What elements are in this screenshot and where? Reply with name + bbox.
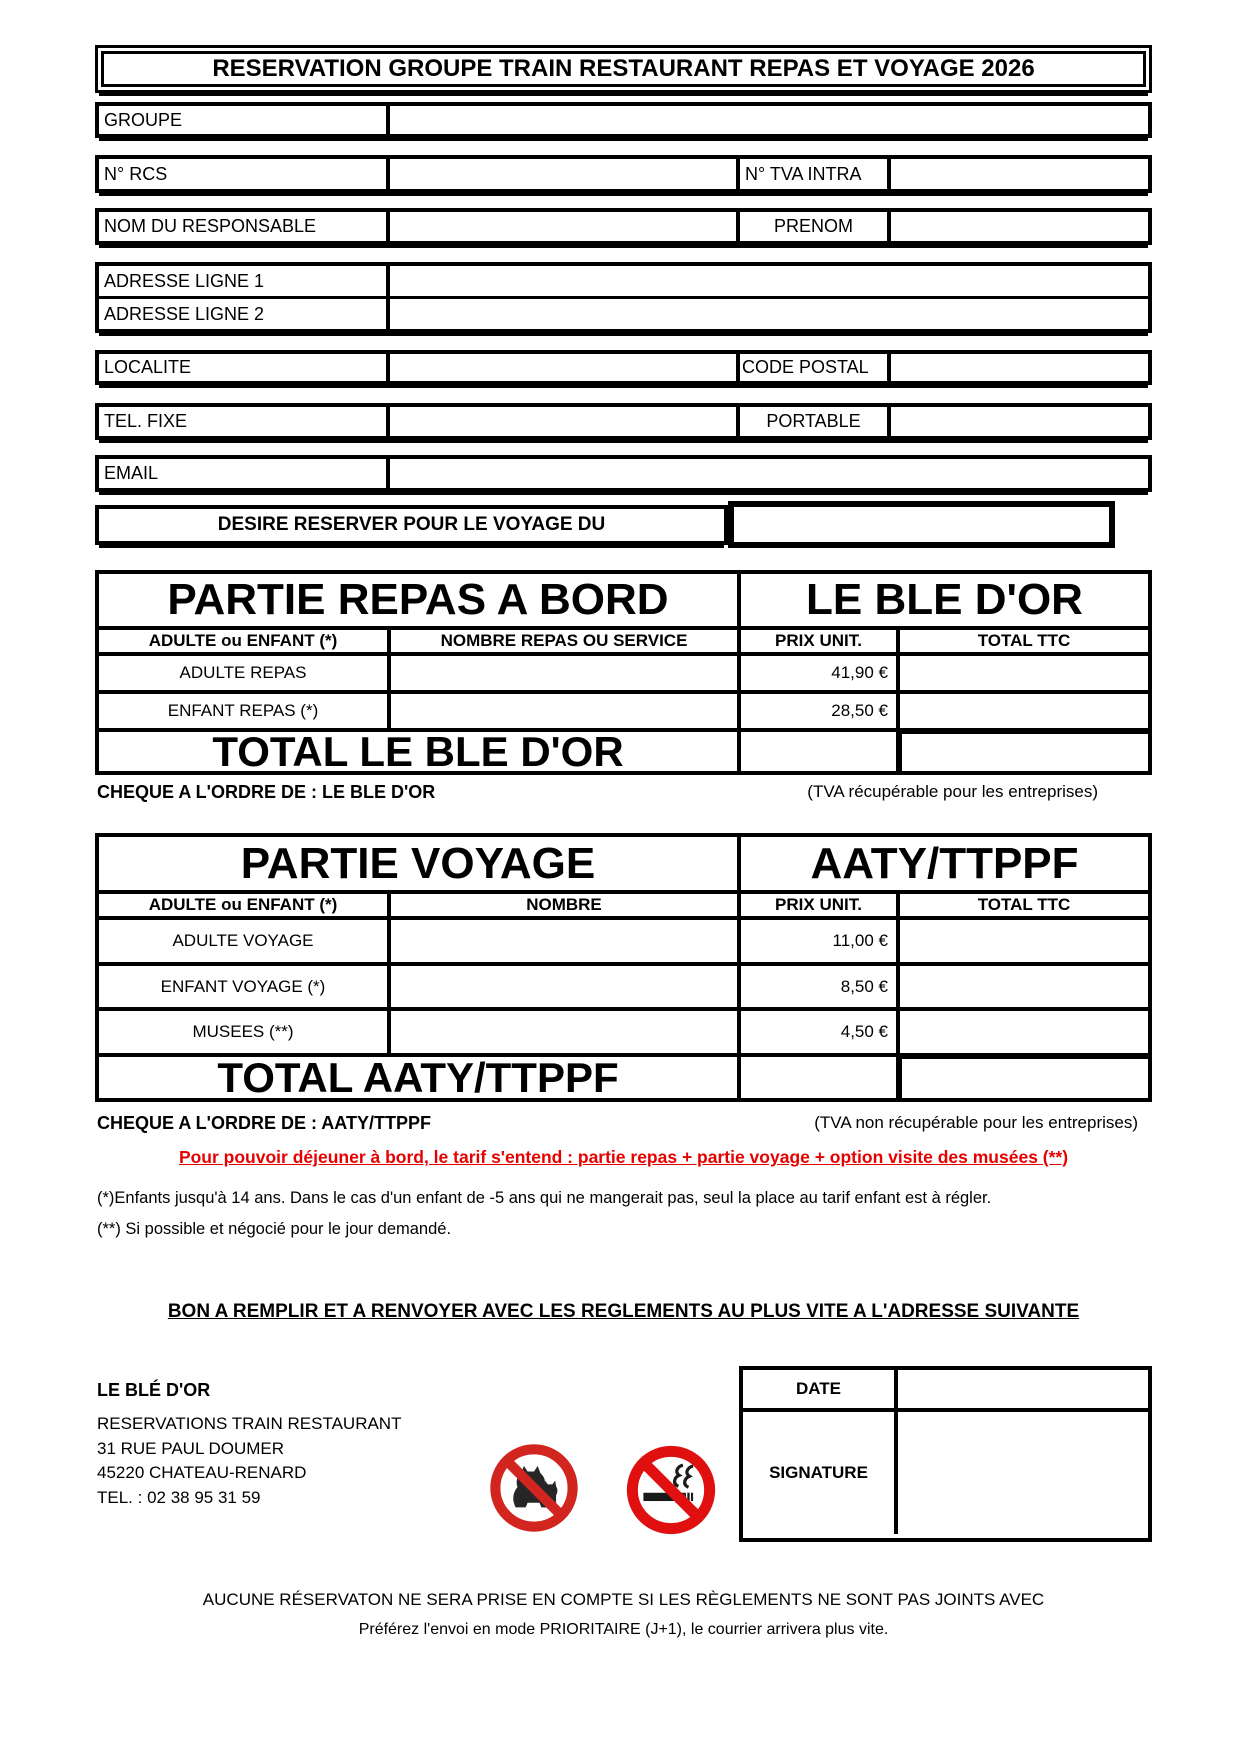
repas-total-label: TOTAL LE BLE D'OR (99, 728, 737, 771)
voyage-header-type: ADULTE ou ENFANT (*) (99, 890, 387, 916)
adulte-repas-total-input[interactable] (896, 652, 1148, 690)
adulte-repas-prix: 41,90 € (737, 652, 896, 690)
nom-input[interactable] (390, 212, 736, 241)
email-label: EMAIL (99, 459, 390, 488)
adresse1-label: ADRESSE LIGNE 1 (99, 266, 390, 296)
repas-header-total: TOTAL TTC (896, 626, 1148, 652)
footnote-musees: (**) Si possible et négocié pour le jour demandé. (97, 1220, 452, 1238)
voyage-tva-note: (TVA non récupérable pour les entreprises) (814, 1113, 1138, 1132)
send-instruction: BON A REMPLIR ET A RENVOYER AVEC LES REGLEMENTS AU PLUS VITE A L'ADRESSE SUIVANTE (167, 1301, 1080, 1322)
voyage-header-prix: PRIX UNIT. (737, 890, 896, 916)
email-input[interactable] (390, 459, 1148, 488)
enfant-repas-nombre-input[interactable] (387, 690, 737, 728)
title-box (95, 45, 1152, 93)
code-postal-label: CODE POSTAL (736, 354, 891, 381)
date-input[interactable] (894, 1370, 1148, 1408)
bottom-section (95, 1366, 1152, 1546)
tva-intra-input[interactable] (891, 159, 1148, 189)
musees-prix: 4,50 € (737, 1007, 896, 1053)
localite-label: LOCALITE (99, 354, 390, 381)
enfant-voyage-prix: 8,50 € (737, 962, 896, 1007)
tva-intra-label: N° TVA INTRA (736, 159, 891, 189)
portable-input[interactable] (891, 407, 1148, 436)
rcs-label: N° RCS (99, 159, 390, 189)
localite-input[interactable] (390, 354, 736, 381)
voyage-cheque-line (95, 1112, 1152, 1134)
telephone-row (95, 403, 1152, 440)
voyage-table-company: AATY/TTPPF (737, 837, 1148, 890)
rcs-input[interactable] (390, 159, 736, 189)
voyage-table-title: PARTIE VOYAGE (240, 838, 596, 888)
groupe-label: GROUPE (99, 106, 390, 134)
voyage-date-input[interactable] (728, 501, 1115, 548)
rcs-row (95, 155, 1152, 193)
musees-total-input[interactable] (896, 1007, 1148, 1053)
musees-nombre-input[interactable] (387, 1007, 737, 1053)
repas-cheque-text: CHEQUE A L'ORDRE DE : LE BLE D'OR (97, 781, 436, 802)
signature-label: SIGNATURE (743, 1408, 894, 1534)
musees-label: MUSEES (**) (99, 1007, 387, 1053)
no-pets-icon (488, 1442, 580, 1534)
page-title: RESERVATION GROUPE TRAIN RESTAURANT REPAS ET VOYAGE 2026 (101, 51, 1146, 87)
prenom-input[interactable] (891, 212, 1148, 241)
footer-line2: Préférez l'envoi en mode PRIORITAIRE (J+1), le courrier arrivera plus vite. (358, 1621, 889, 1638)
adulte-repas-nombre-input[interactable] (387, 652, 737, 690)
repas-header-nombre: NOMBRE REPAS OU SERVICE (387, 626, 737, 652)
address-line2: 31 RUE PAUL DOUMER (97, 1438, 285, 1458)
signature-input[interactable] (894, 1408, 1148, 1534)
voyage-cheque-text: CHEQUE A L'ORDRE DE : AATY/TTPPF (97, 1112, 431, 1133)
red-notice: Pour pouvoir déjeuner à bord, le tarif s'entend : partie repas + partie voyage + option visite des musées (**) (178, 1147, 1069, 1167)
localite-row (95, 350, 1152, 385)
address-line1: RESERVATIONS TRAIN RESTAURANT (97, 1414, 402, 1433)
adulte-voyage-prix: 11,00 € (737, 916, 896, 962)
date-signature-box (739, 1366, 1152, 1542)
sender-address-block (97, 1380, 401, 1510)
repas-total-ttc-input[interactable] (896, 728, 1148, 771)
voyage-header-nombre: NOMBRE (387, 890, 737, 916)
nom-label: NOM DU RESPONSABLE (99, 212, 390, 241)
groupe-input[interactable] (390, 106, 1148, 134)
enfant-voyage-total-input[interactable] (896, 962, 1148, 1007)
tel-fixe-input[interactable] (390, 407, 736, 436)
adulte-voyage-total-input[interactable] (896, 916, 1148, 962)
voyage-table (95, 833, 1152, 1102)
footnote-enfants: (*)Enfants jusqu'à 14 ans. Dans le cas d'un enfant de -5 ans qui ne mangerait pas, seul la place au tarif enfant est à régler. (97, 1189, 992, 1207)
address-name: LE BLÉ D'OR (97, 1380, 211, 1400)
repas-table (95, 570, 1152, 775)
tel-fixe-label: TEL. FIXE (99, 407, 390, 436)
repas-header-type: ADULTE ou ENFANT (*) (99, 626, 387, 652)
repas-cheque-line (95, 781, 1152, 803)
date-label: DATE (795, 1379, 841, 1398)
form-content (95, 0, 1152, 1754)
footer-line1: AUCUNE RÉSERVATON NE SERA PRISE EN COMPTE SI LES RÈGLEMENTS NE SONT PAS JOINTS AVEC (202, 1590, 1045, 1609)
voyage-total-label: TOTAL AATY/TTPPF (99, 1053, 737, 1098)
enfant-voyage-label: ENFANT VOYAGE (*) (99, 962, 387, 1007)
adresse1-input[interactable] (390, 266, 1148, 296)
adulte-voyage-label: ADULTE VOYAGE (99, 916, 387, 962)
no-smoking-icon (625, 1444, 717, 1536)
adresse-group (95, 262, 1152, 333)
enfant-voyage-nombre-input[interactable] (387, 962, 737, 1007)
adulte-voyage-nombre-input[interactable] (387, 916, 737, 962)
voyage-header-total: TOTAL TTC (896, 890, 1148, 916)
portable-label: PORTABLE (736, 407, 891, 436)
repas-table-company: LE BLE D'OR (737, 574, 1148, 626)
repas-tva-note: (TVA récupérable pour les entreprises) (807, 782, 1098, 801)
responsable-row (95, 208, 1152, 245)
enfant-repas-total-input[interactable] (896, 690, 1148, 728)
groupe-row (95, 102, 1152, 138)
code-postal-input[interactable] (891, 354, 1148, 381)
repas-total-prix-cell (737, 728, 896, 771)
desire-label-box: DESIRE RESERVER POUR LE VOYAGE DU (95, 505, 728, 545)
address-line4: TEL. : 02 38 95 31 59 (97, 1487, 261, 1507)
voyage-total-ttc-input[interactable] (896, 1053, 1148, 1098)
voyage-total-prix-cell (737, 1053, 896, 1098)
enfant-repas-prix: 28,50 € (737, 690, 896, 728)
adulte-repas-label: ADULTE REPAS (99, 652, 387, 690)
address-line3: 45220 CHATEAU-RENARD (97, 1463, 307, 1482)
adresse2-label: ADRESSE LIGNE 2 (99, 299, 390, 329)
prenom-label: PRENOM (736, 212, 891, 241)
adresse2-input[interactable] (390, 299, 1148, 329)
email-row (95, 455, 1152, 492)
repas-table-title: PARTIE REPAS A BORD (167, 575, 669, 624)
enfant-repas-label: ENFANT REPAS (*) (99, 690, 387, 728)
repas-header-prix: PRIX UNIT. (737, 626, 896, 652)
